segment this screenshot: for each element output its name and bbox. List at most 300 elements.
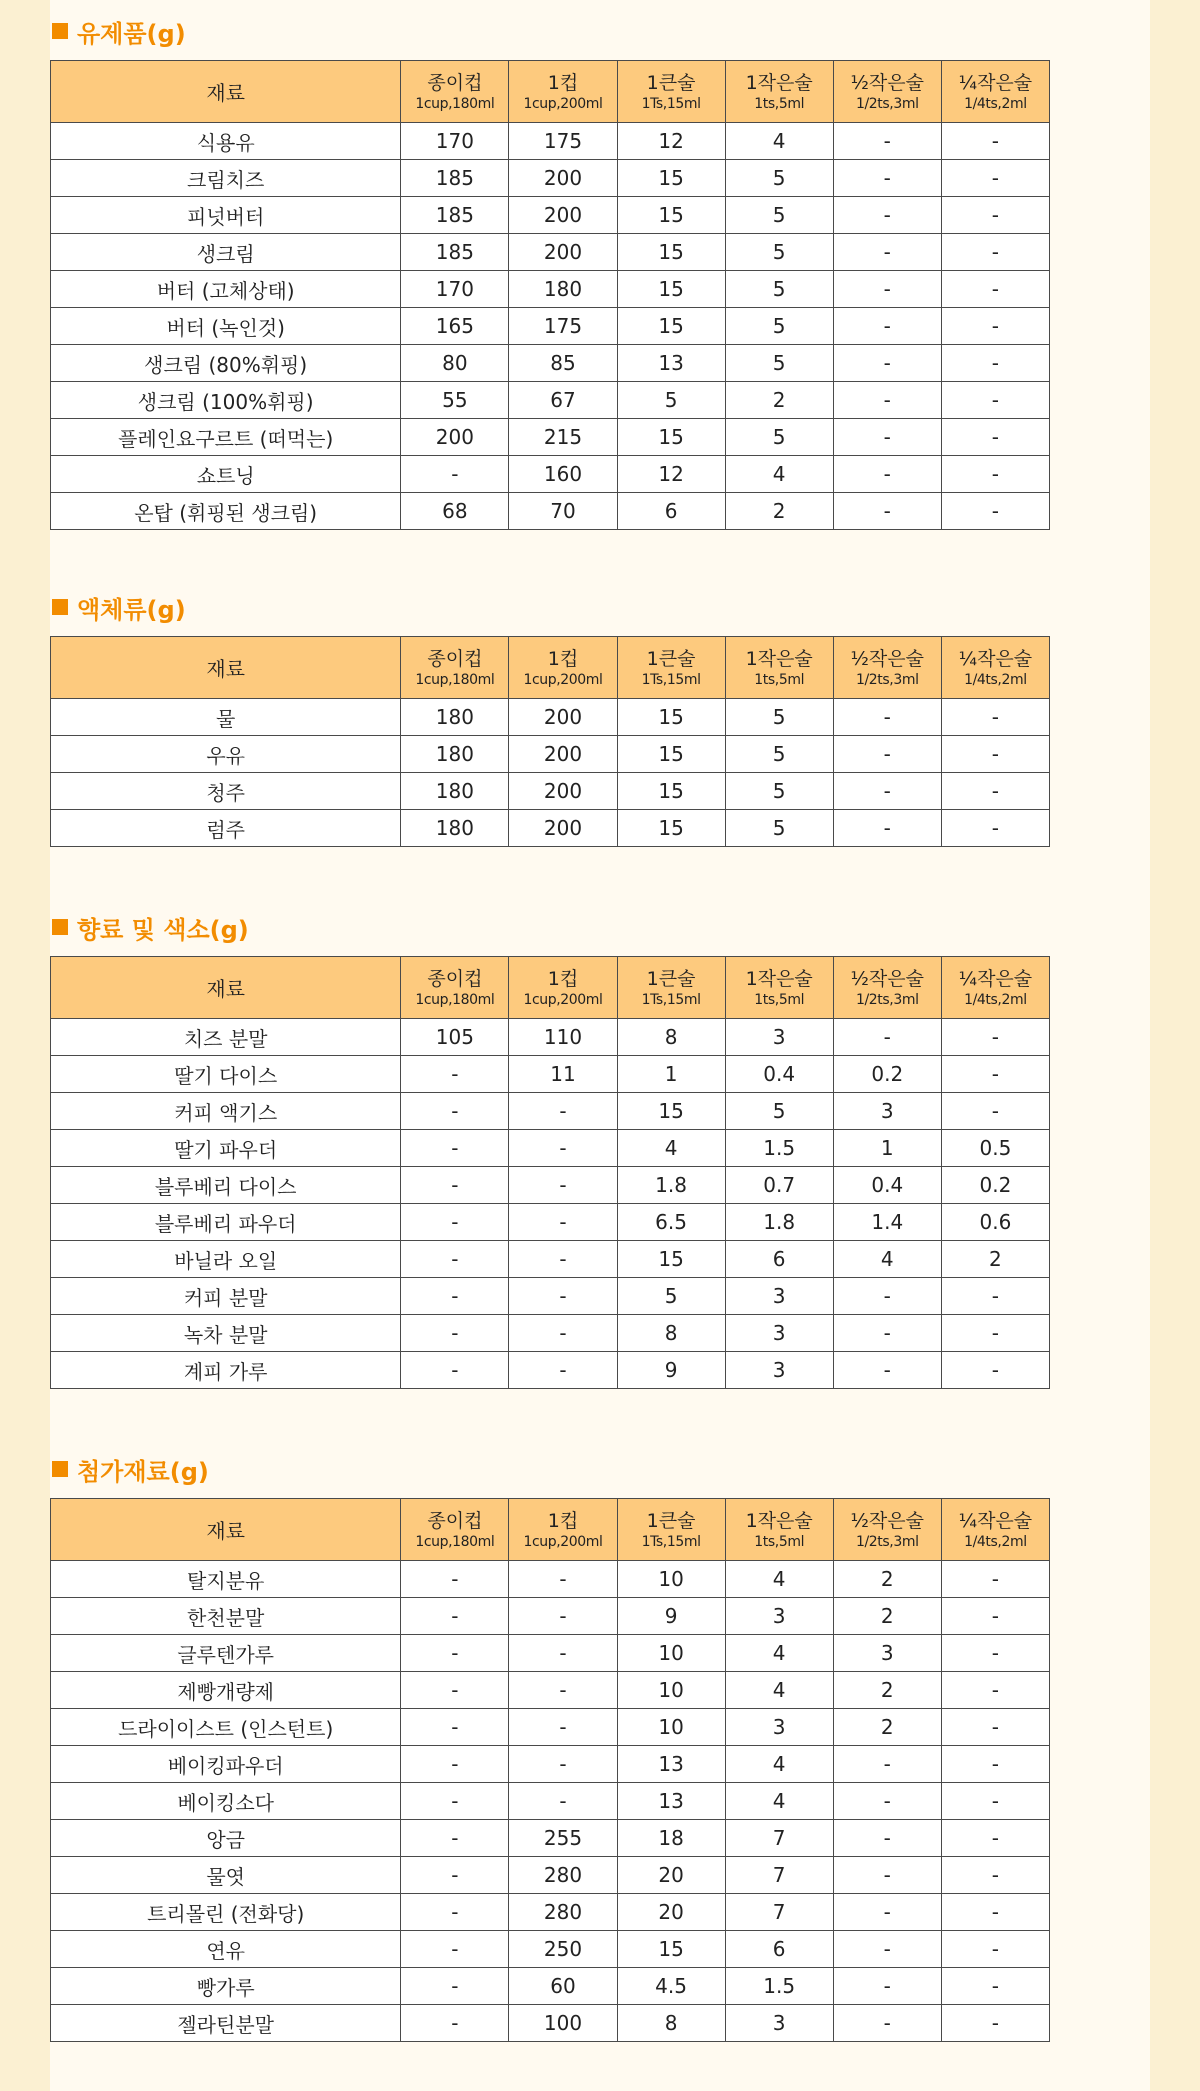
measure-value: 15 xyxy=(617,271,725,308)
measure-value: - xyxy=(401,1056,509,1093)
section-heading xyxy=(50,910,1050,944)
square-bullet-icon xyxy=(52,1461,68,1477)
measure-value: - xyxy=(941,345,1049,382)
section-title: 향료 및 색소(g) xyxy=(77,915,249,944)
header-label: 1큰술 xyxy=(646,1509,696,1532)
header-unit xyxy=(941,957,1049,1019)
header-label: 1큰술 xyxy=(646,967,696,990)
measure-value: 200 xyxy=(509,810,617,847)
measure-value: 3 xyxy=(725,1315,833,1352)
measure-value: 13 xyxy=(617,1746,725,1783)
measure-value: 0.5 xyxy=(941,1130,1049,1167)
table-row xyxy=(51,1857,1050,1894)
measure-value: 6 xyxy=(725,1241,833,1278)
measure-value: 2 xyxy=(725,382,833,419)
measure-value: 5 xyxy=(617,1278,725,1315)
measure-value: 5 xyxy=(725,419,833,456)
header-sublabel: 1/4ts,2ml xyxy=(964,95,1027,112)
measure-value: 2 xyxy=(941,1241,1049,1278)
measure-value: 170 xyxy=(401,271,509,308)
header-sublabel: 1cup,180ml xyxy=(415,991,495,1008)
table-row xyxy=(51,1746,1050,1783)
measure-value: 2 xyxy=(833,1709,941,1746)
ingredient-name: 생크림 xyxy=(51,234,401,271)
table-row xyxy=(51,197,1050,234)
measure-value: - xyxy=(509,1093,617,1130)
measure-value: - xyxy=(833,1820,941,1857)
header-unit xyxy=(833,637,941,699)
header-label: 1큰술 xyxy=(646,71,696,94)
header-sublabel: 1/2ts,3ml xyxy=(855,1533,919,1550)
ingredient-name: 물엿 xyxy=(51,1857,401,1894)
measure-value: 5 xyxy=(725,234,833,271)
section-title: 유제품(g) xyxy=(77,19,186,48)
measure-value: - xyxy=(833,1783,941,1820)
measure-value: - xyxy=(833,160,941,197)
header-sublabel: 1cup,200ml xyxy=(523,1533,603,1550)
table-header-row xyxy=(51,957,1050,1019)
measure-value: 15 xyxy=(617,1241,725,1278)
table-row xyxy=(51,1635,1050,1672)
measure-value: 0.4 xyxy=(833,1167,941,1204)
measure-value: 20 xyxy=(617,1894,725,1931)
header-label: 1작은술 xyxy=(745,71,813,94)
measure-value: - xyxy=(401,1857,509,1894)
measure-value: - xyxy=(509,1315,617,1352)
ingredient-name: 녹차 분말 xyxy=(51,1315,401,1352)
measure-value: 10 xyxy=(617,1635,725,1672)
measure-value: - xyxy=(941,456,1049,493)
table-row xyxy=(51,1598,1050,1635)
measure-value: 15 xyxy=(617,699,725,736)
measure-value: 2 xyxy=(725,493,833,530)
measure-value: - xyxy=(509,1130,617,1167)
measure-value: 8 xyxy=(617,1315,725,1352)
section-flavorings xyxy=(50,910,1050,1389)
measure-value: 3 xyxy=(725,2005,833,2042)
header-label: 종이컵 xyxy=(427,967,483,990)
table-row xyxy=(51,1931,1050,1968)
header-ingredient: 재료 xyxy=(51,957,401,1019)
table-row xyxy=(51,271,1050,308)
header-unit xyxy=(401,1499,509,1561)
measure-value: 10 xyxy=(617,1709,725,1746)
measure-value: 5 xyxy=(725,736,833,773)
measure-value: - xyxy=(509,1672,617,1709)
table-row xyxy=(51,699,1050,736)
measure-value: 3 xyxy=(833,1635,941,1672)
header-sublabel: 1cup,180ml xyxy=(415,1533,495,1550)
table-row xyxy=(51,123,1050,160)
measure-value: 3 xyxy=(833,1093,941,1130)
measure-value: 1.4 xyxy=(833,1204,941,1241)
header-sublabel: 1ts,5ml xyxy=(754,991,805,1008)
section-heading xyxy=(50,14,1050,48)
header-label: 종이컵 xyxy=(427,647,483,670)
measure-value: - xyxy=(401,1167,509,1204)
ingredient-name: 젤라틴분말 xyxy=(51,2005,401,2042)
measure-value: 100 xyxy=(509,2005,617,2042)
measure-value: 5 xyxy=(725,308,833,345)
measure-value: 1.8 xyxy=(725,1204,833,1241)
ingredient-name: 온탑 (휘핑된 생크림) xyxy=(51,493,401,530)
measure-value: 0.4 xyxy=(725,1056,833,1093)
measure-value: - xyxy=(509,1167,617,1204)
table-row xyxy=(51,736,1050,773)
measure-value: - xyxy=(509,1561,617,1598)
measure-value: 1 xyxy=(617,1056,725,1093)
header-sublabel: 1ts,5ml xyxy=(754,671,805,688)
table-row xyxy=(51,1894,1050,1931)
header-sublabel: 1cup,200ml xyxy=(523,671,603,688)
measure-value: 55 xyxy=(401,382,509,419)
measure-value: 20 xyxy=(617,1857,725,1894)
header-unit xyxy=(941,1499,1049,1561)
header-unit xyxy=(617,1499,725,1561)
section-heading xyxy=(50,1452,1050,1486)
measure-value: - xyxy=(941,1598,1049,1635)
ingredient-name: 플레인요구르트 (떠먹는) xyxy=(51,419,401,456)
table-header-row xyxy=(51,61,1050,123)
measure-value: - xyxy=(941,1056,1049,1093)
measure-value: - xyxy=(833,1019,941,1056)
table-row xyxy=(51,419,1050,456)
table-row xyxy=(51,345,1050,382)
ingredient-name: 커피 액기스 xyxy=(51,1093,401,1130)
measure-value: 15 xyxy=(617,736,725,773)
measure-value: - xyxy=(833,456,941,493)
measure-value: 185 xyxy=(401,234,509,271)
measure-value: - xyxy=(941,493,1049,530)
measure-value: 255 xyxy=(509,1820,617,1857)
measure-value: - xyxy=(833,308,941,345)
measure-value: - xyxy=(401,1931,509,1968)
measure-value: 4.5 xyxy=(617,1968,725,2005)
ingredient-name: 크림치즈 xyxy=(51,160,401,197)
section-dairy xyxy=(50,14,1050,530)
measure-value: - xyxy=(833,493,941,530)
header-label: 종이컵 xyxy=(427,1509,483,1532)
measure-value: - xyxy=(941,123,1049,160)
measure-value: 0.7 xyxy=(725,1167,833,1204)
header-sublabel: 1/2ts,3ml xyxy=(855,991,919,1008)
measure-value: 9 xyxy=(617,1352,725,1389)
ingredient-name: 글루텐가루 xyxy=(51,1635,401,1672)
measure-value: - xyxy=(833,123,941,160)
header-label: ¼작은술 xyxy=(958,967,1033,990)
square-bullet-icon xyxy=(52,919,68,935)
measure-value: 0.2 xyxy=(833,1056,941,1093)
measure-value: 15 xyxy=(617,308,725,345)
measure-value: - xyxy=(941,1857,1049,1894)
measure-value: 10 xyxy=(617,1561,725,1598)
ingredient-name: 트리몰린 (전화당) xyxy=(51,1894,401,1931)
measure-value: - xyxy=(833,271,941,308)
ingredient-name: 생크림 (100%휘핑) xyxy=(51,382,401,419)
measure-value: - xyxy=(401,1352,509,1389)
measure-value: 170 xyxy=(401,123,509,160)
measure-value: 4 xyxy=(833,1241,941,1278)
header-unit xyxy=(509,637,617,699)
table-row xyxy=(51,1709,1050,1746)
measure-value: 1 xyxy=(833,1130,941,1167)
header-sublabel: 1Ts,15ml xyxy=(641,1533,701,1550)
measure-value: 68 xyxy=(401,493,509,530)
ingredient-name: 계피 가루 xyxy=(51,1352,401,1389)
table-row xyxy=(51,810,1050,847)
measure-value: 185 xyxy=(401,197,509,234)
table-row xyxy=(51,1204,1050,1241)
header-sublabel: 1/2ts,3ml xyxy=(855,95,919,112)
measure-value: 5 xyxy=(725,1093,833,1130)
ingredient-name: 앙금 xyxy=(51,1820,401,1857)
measure-value: 9 xyxy=(617,1598,725,1635)
measure-value: 180 xyxy=(401,736,509,773)
ingredient-name: 청주 xyxy=(51,773,401,810)
measure-value: - xyxy=(941,419,1049,456)
measure-value: - xyxy=(401,1241,509,1278)
measure-value: - xyxy=(941,160,1049,197)
header-sublabel: 1ts,5ml xyxy=(754,95,805,112)
measure-value: 160 xyxy=(509,456,617,493)
measure-value: - xyxy=(509,1783,617,1820)
measure-value: - xyxy=(401,1130,509,1167)
header-label: 1컵 xyxy=(547,71,579,94)
header-ingredient: 재료 xyxy=(51,61,401,123)
table-header-row xyxy=(51,637,1050,699)
table-row xyxy=(51,2005,1050,2042)
measure-value: - xyxy=(833,1278,941,1315)
table-row xyxy=(51,1056,1050,1093)
header-unit xyxy=(401,637,509,699)
header-label: 종이컵 xyxy=(427,71,483,94)
measure-value: 4 xyxy=(725,1672,833,1709)
measure-value: 4 xyxy=(725,1783,833,1820)
measure-value: - xyxy=(833,1968,941,2005)
measure-value: 3 xyxy=(725,1352,833,1389)
measure-value: - xyxy=(833,382,941,419)
measure-value: - xyxy=(509,1241,617,1278)
header-label: ½작은술 xyxy=(850,1509,924,1532)
measure-value: - xyxy=(941,1783,1049,1820)
ingredient-name: 베이킹소다 xyxy=(51,1783,401,1820)
header-label: ½작은술 xyxy=(850,647,924,670)
measure-value: - xyxy=(833,1857,941,1894)
section-liquids xyxy=(50,590,1050,847)
measure-value: - xyxy=(833,197,941,234)
measure-value: - xyxy=(509,1709,617,1746)
header-label: ½작은술 xyxy=(850,967,924,990)
measure-value: 18 xyxy=(617,1820,725,1857)
table-row xyxy=(51,308,1050,345)
header-sublabel: 1ts,5ml xyxy=(754,1533,805,1550)
header-unit xyxy=(725,957,833,1019)
header-label: 1컵 xyxy=(547,647,579,670)
measure-value: - xyxy=(941,1635,1049,1672)
header-label: 1큰술 xyxy=(646,647,696,670)
measure-value: 12 xyxy=(617,456,725,493)
ingredient-name: 생크림 (80%휘핑) xyxy=(51,345,401,382)
measure-value: 200 xyxy=(509,234,617,271)
header-label: 1컵 xyxy=(547,1509,579,1532)
measure-value: 215 xyxy=(509,419,617,456)
header-sublabel: 1/4ts,2ml xyxy=(964,671,1027,688)
ingredient-name: 물 xyxy=(51,699,401,736)
measure-value: 10 xyxy=(617,1672,725,1709)
measure-value: 4 xyxy=(725,1561,833,1598)
measure-value: - xyxy=(941,1093,1049,1130)
header-ingredient: 재료 xyxy=(51,637,401,699)
header-unit xyxy=(725,637,833,699)
measure-value: 70 xyxy=(509,493,617,530)
measure-value: 15 xyxy=(617,1931,725,1968)
header-unit xyxy=(941,61,1049,123)
measure-value: - xyxy=(941,1019,1049,1056)
table-row xyxy=(51,1130,1050,1167)
measure-value: - xyxy=(401,456,509,493)
measure-value: 67 xyxy=(509,382,617,419)
header-unit xyxy=(833,1499,941,1561)
section-additives xyxy=(50,1452,1050,2042)
header-label: 1작은술 xyxy=(745,1509,813,1532)
measure-value: 6 xyxy=(725,1931,833,1968)
header-label: ½작은술 xyxy=(850,71,924,94)
measure-value: - xyxy=(941,736,1049,773)
measure-value: 200 xyxy=(509,197,617,234)
measure-value: - xyxy=(833,1352,941,1389)
measure-value: 200 xyxy=(401,419,509,456)
table-row xyxy=(51,1241,1050,1278)
measure-value: - xyxy=(509,1352,617,1389)
measure-value: - xyxy=(941,197,1049,234)
measure-value: - xyxy=(833,234,941,271)
measure-value: 165 xyxy=(401,308,509,345)
header-sublabel: 1cup,180ml xyxy=(415,95,495,112)
table-row xyxy=(51,1167,1050,1204)
measure-value: 5 xyxy=(725,271,833,308)
header-sublabel: 1/2ts,3ml xyxy=(855,671,919,688)
ingredient-name: 드라이이스트 (인스턴트) xyxy=(51,1709,401,1746)
measure-value: - xyxy=(941,1931,1049,1968)
measure-value: 60 xyxy=(509,1968,617,2005)
measure-value: 6.5 xyxy=(617,1204,725,1241)
table-header-row xyxy=(51,1499,1050,1561)
table-row xyxy=(51,1968,1050,2005)
measure-value: - xyxy=(401,2005,509,2042)
measure-value: 15 xyxy=(617,1093,725,1130)
table-row xyxy=(51,160,1050,197)
measure-value: - xyxy=(833,1931,941,1968)
ingredient-name: 블루베리 파우더 xyxy=(51,1204,401,1241)
header-label: 1작은술 xyxy=(745,647,813,670)
table-row xyxy=(51,1278,1050,1315)
header-label: ¼작은술 xyxy=(958,647,1033,670)
measure-value: - xyxy=(401,1093,509,1130)
table-row xyxy=(51,773,1050,810)
measure-value: - xyxy=(833,2005,941,2042)
header-sublabel: 1cup,180ml xyxy=(415,671,495,688)
measure-value: - xyxy=(833,810,941,847)
measure-value: - xyxy=(941,1672,1049,1709)
measure-value: - xyxy=(833,419,941,456)
header-unit xyxy=(833,61,941,123)
measure-value: 180 xyxy=(401,810,509,847)
header-unit xyxy=(509,957,617,1019)
measure-value: 15 xyxy=(617,810,725,847)
measure-value: 110 xyxy=(509,1019,617,1056)
measure-value: - xyxy=(941,773,1049,810)
measure-value: - xyxy=(401,1315,509,1352)
header-unit xyxy=(509,1499,617,1561)
measure-value: - xyxy=(401,1561,509,1598)
header-unit xyxy=(617,957,725,1019)
measure-value: 4 xyxy=(725,1635,833,1672)
measure-value: 15 xyxy=(617,419,725,456)
measure-value: 3 xyxy=(725,1019,833,1056)
measure-value: - xyxy=(509,1746,617,1783)
measure-value: 175 xyxy=(509,123,617,160)
header-unit xyxy=(401,61,509,123)
measure-value: 5 xyxy=(725,810,833,847)
conversion-table xyxy=(50,1498,1050,2042)
measure-value: 4 xyxy=(725,1746,833,1783)
measure-value: 13 xyxy=(617,345,725,382)
measure-value: - xyxy=(833,736,941,773)
measure-value: 200 xyxy=(509,773,617,810)
table-row xyxy=(51,1561,1050,1598)
table-row xyxy=(51,1315,1050,1352)
measure-value: 280 xyxy=(509,1894,617,1931)
measure-value: - xyxy=(941,1561,1049,1598)
conversion-table xyxy=(50,956,1050,1389)
ingredient-name: 식용유 xyxy=(51,123,401,160)
measure-value: 0.2 xyxy=(941,1167,1049,1204)
conversion-table xyxy=(50,60,1050,530)
measure-value: 200 xyxy=(509,736,617,773)
measure-value: - xyxy=(941,1820,1049,1857)
header-unit xyxy=(833,957,941,1019)
measure-value: 5 xyxy=(617,382,725,419)
ingredient-name: 바닐라 오일 xyxy=(51,1241,401,1278)
measure-value: 4 xyxy=(725,456,833,493)
header-label: ¼작은술 xyxy=(958,1509,1033,1532)
measure-value: 8 xyxy=(617,1019,725,1056)
table-row xyxy=(51,493,1050,530)
measure-value: - xyxy=(941,1315,1049,1352)
measure-value: - xyxy=(509,1635,617,1672)
header-unit xyxy=(725,1499,833,1561)
measure-value: 7 xyxy=(725,1857,833,1894)
section-title: 첨가재료(g) xyxy=(77,1457,209,1486)
ingredient-name: 피넛버터 xyxy=(51,197,401,234)
ingredient-name: 치즈 분말 xyxy=(51,1019,401,1056)
measure-value: - xyxy=(401,1598,509,1635)
table-row xyxy=(51,1672,1050,1709)
header-unit xyxy=(941,637,1049,699)
measure-value: - xyxy=(941,1894,1049,1931)
measure-value: 8 xyxy=(617,2005,725,2042)
measure-value: - xyxy=(401,1709,509,1746)
measure-value: 180 xyxy=(401,699,509,736)
measure-value: 0.6 xyxy=(941,1204,1049,1241)
measure-value: 3 xyxy=(725,1278,833,1315)
measure-value: - xyxy=(941,1968,1049,2005)
table-row xyxy=(51,234,1050,271)
measure-value: 3 xyxy=(725,1598,833,1635)
table-row xyxy=(51,1352,1050,1389)
measure-value: 180 xyxy=(509,271,617,308)
header-unit xyxy=(617,61,725,123)
